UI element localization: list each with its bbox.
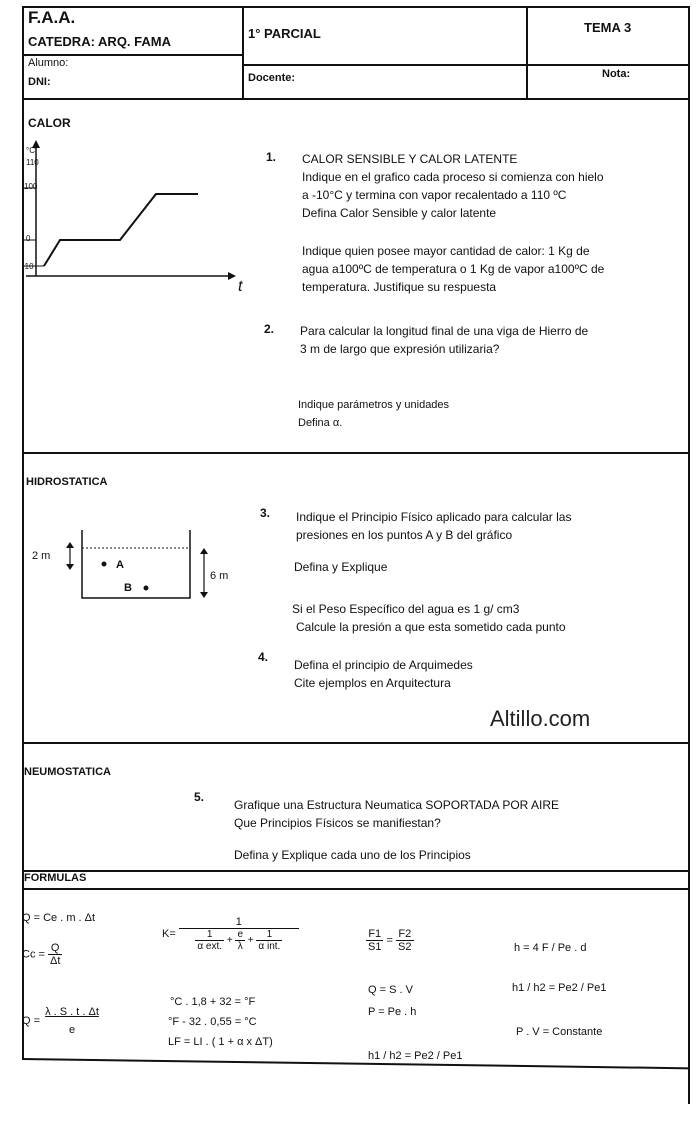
q2-line4: Defina α. [298,417,343,429]
question-5 [234,796,654,832]
section-formulas: FORMULAS [24,872,87,884]
section-divider-1 [22,452,690,454]
section-divider-3 [22,870,690,872]
border-top [22,6,688,8]
depth-6m: 6 m [210,570,229,582]
q4-line1: Defina el principio de Arquimedes [294,658,473,672]
k-lhs: K= [162,927,176,940]
section-neumostatica: NEUMOSTATICA [24,766,111,778]
tema-label: TEMA 3 [584,20,632,35]
q5-number: 5. [194,790,205,804]
pascal-n1: F1 [366,928,383,941]
pascal-d2: S2 [398,941,412,953]
q3-number: 3. [260,506,271,520]
section-hidrostatica: HIDROSTATICA [26,476,108,488]
k-plus-2: + [247,935,254,947]
q4-number: 4. [258,650,269,664]
k-t1-num: 1 [195,929,224,941]
q1-line2: a -10°C y termina con vapor recalentado a 110 ºC [302,188,567,202]
k-plus-1: + [226,935,233,947]
k-t1-den: α ext. [197,941,223,952]
y-tick-0: 0 [26,234,31,243]
formula-f-to-c: °F - 32 . 0,55 = °C [168,1016,257,1028]
q1-title: CALOR SENSIBLE Y CALOR LATENTE [302,152,518,166]
formula-pascal [366,928,414,953]
k-t3-den: α int. [258,941,281,952]
parcial-label: 1° PARCIAL [248,26,321,41]
point-a-label: A [116,559,124,571]
dni-label: DNI: [28,76,51,88]
formula-vasos-2: h1 / h2 = Pe2 / Pe1 [512,982,607,994]
q5-line3: Defina y Explique cada uno de los Principios [234,848,471,862]
alumno-label: Alumno: [28,57,69,69]
nota-label: Nota: [602,68,631,80]
pascal-d1: S1 [368,941,382,953]
formula-c-to-f: °C . 1,8 + 32 = °F [170,996,256,1008]
q3-line3: Defina y Explique [294,560,388,574]
q1-line5: agua a100ºC de temperatura o 1 Kg de vapor a100ºC de [302,262,605,276]
formula-k [162,916,299,952]
header-divider-1 [242,6,244,98]
q1-line3: Defina Calor Sensible y calor latente [302,206,497,220]
x-axis-label: t [238,278,243,295]
formula-capacidad-calorifica [22,942,62,967]
formula-calor-sensible: Q = Ce . m . Δt [22,912,96,924]
section-divider-2 [22,742,690,744]
pascal-eq: = [386,934,393,947]
y-axis-unit: °C [26,146,35,155]
border-right [688,6,690,1104]
header-bottom-line [22,98,690,100]
formula-presion: P = Pe . h [368,1006,417,1018]
header-row-line-2 [242,64,690,66]
question-1 [302,150,682,296]
k-t2-den: λ [237,941,243,952]
q1-number: 1. [266,150,277,164]
section-calor: CALOR [28,116,71,130]
formulas-header-line [22,888,690,890]
q3-line4: Si el Peso Específico del agua es 1 g/ cm3 [292,602,520,616]
question-2-part-b [298,396,678,432]
f2-lhs: Cc = [22,948,45,961]
question-2 [300,322,680,358]
k-t2-num: e [237,929,243,940]
f3-num: λ . S . t . Δt [45,1006,99,1018]
q2-line2: 3 m de largo que expresión utilizaria? [300,342,500,356]
f2-num: Q [48,942,62,955]
q1-line6: temperatura. Justifique su respuesta [302,280,497,294]
institution: F.A.A. [28,8,76,27]
phase-change-graph [22,136,262,306]
formula-caudal: Q = S . V [368,984,413,996]
f3-lhs: Q = [22,1014,41,1027]
y-tick-110: 110 [26,158,39,167]
formula-conduccion [22,1006,101,1036]
q5-line2: Que Principios Físicos se manifiestan? [234,816,441,830]
tank-diagram [62,524,232,604]
q2-line1: Para calcular la longitud final de una viga de Hierro de [300,324,589,338]
question-3-part-b [292,600,672,636]
depth-2m: 2 m [32,550,51,562]
header-divider-2 [526,6,528,98]
q1-line4: Indique quien posee mayor cantidad de calor: 1 Kg de [302,244,590,258]
formula-dilatacion: LF = LI . ( 1 + α x ΔT) [168,1036,273,1048]
q3-line2: presiones en los puntos A y B del gráfico [296,528,513,542]
catedra: CATEDRA: ARQ. FAMA [28,34,171,49]
point-b-label: B [124,582,132,594]
f3-den: e [68,1024,76,1036]
k-t3-num: 1 [256,929,282,941]
q2-number: 2. [264,322,275,336]
q4-line2: Cite ejemplos en Arquitectura [294,676,451,690]
y-tick-100: 100 [24,182,38,191]
q1-line1: Indique en el grafico cada proceso si comienza con hielo [302,170,604,184]
q5-line1: Grafique una Estructura Neumatica SOPORTADA POR AIRE [234,798,560,812]
q2-line3: Indique parámetros y unidades [298,399,450,411]
q3-line5: Calcule la presión a que esta sometido cada punto [296,620,566,634]
f2-den: Δt [50,955,61,967]
question-3 [296,508,676,544]
pascal-n2: F2 [396,928,413,941]
watermark: Altillo.com [490,706,591,731]
y-tick-minus10: -10 [22,262,34,271]
q3-line1: Indique el Principio Físico aplicado para calcular las [296,510,572,524]
formula-boyle: P . V = Constante [516,1026,603,1038]
docente-label: Docente: [248,72,296,84]
formula-vasos-1: h1 / h2 = Pe2 / Pe1 [368,1050,463,1062]
formula-capilaridad: h = 4 F / Pe . d [514,942,587,954]
question-4 [294,656,674,692]
header-row-line [22,54,244,56]
k-num: 1 [179,916,299,929]
exam-sheet [22,6,690,1106]
border-bottom [22,1058,690,1069]
